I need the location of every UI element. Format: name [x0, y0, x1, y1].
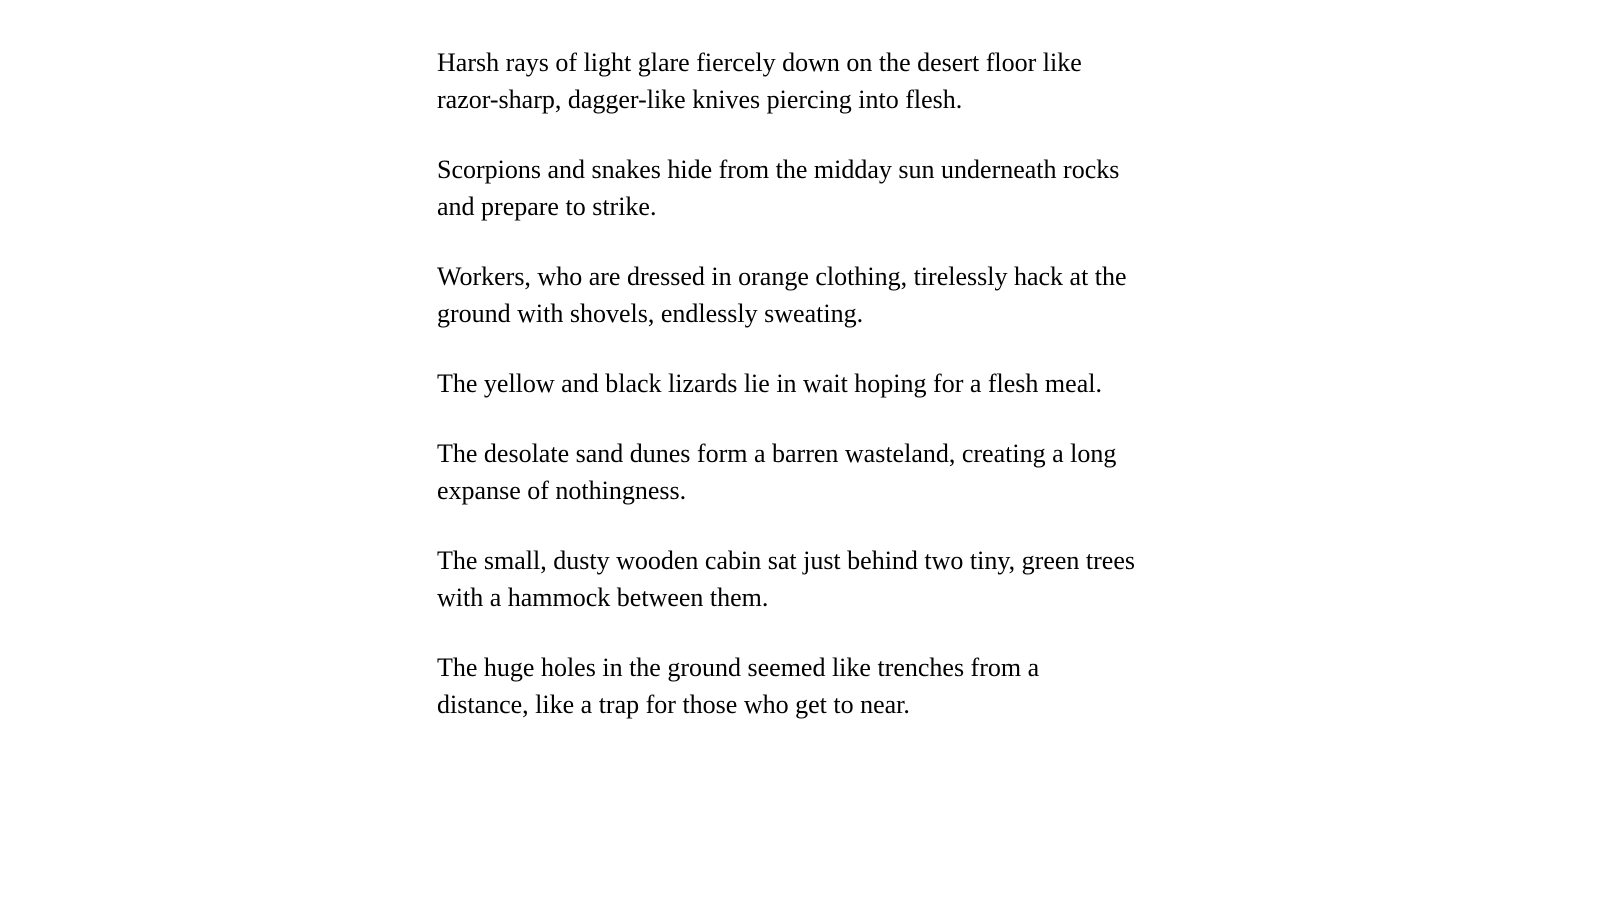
- paragraph: Workers, who are dressed in orange clothing, tirelessly hack at the ground with shovels, endlessly sweating.: [437, 262, 1127, 328]
- paragraph: The huge holes in the ground seemed like trenches from a distance, like a trap for those who get to near.: [437, 653, 1040, 719]
- paragraph: Scorpions and snakes hide from the midday sun underneath rocks and prepare to strike.: [437, 155, 1120, 221]
- paragraph: The small, dusty wooden cabin sat just behind two tiny, green trees with a hammock between them.: [437, 546, 1136, 612]
- paragraph: Harsh rays of light glare fiercely down on the desert floor like razor-sharp, dagger-like knives piercing into flesh.: [437, 48, 1082, 114]
- text-column: [437, 44, 1137, 723]
- paragraph: The yellow and black lizards lie in wait hoping for a flesh meal.: [437, 369, 1102, 398]
- paragraph: The desolate sand dunes form a barren wasteland, creating a long expanse of nothingness.: [437, 439, 1117, 505]
